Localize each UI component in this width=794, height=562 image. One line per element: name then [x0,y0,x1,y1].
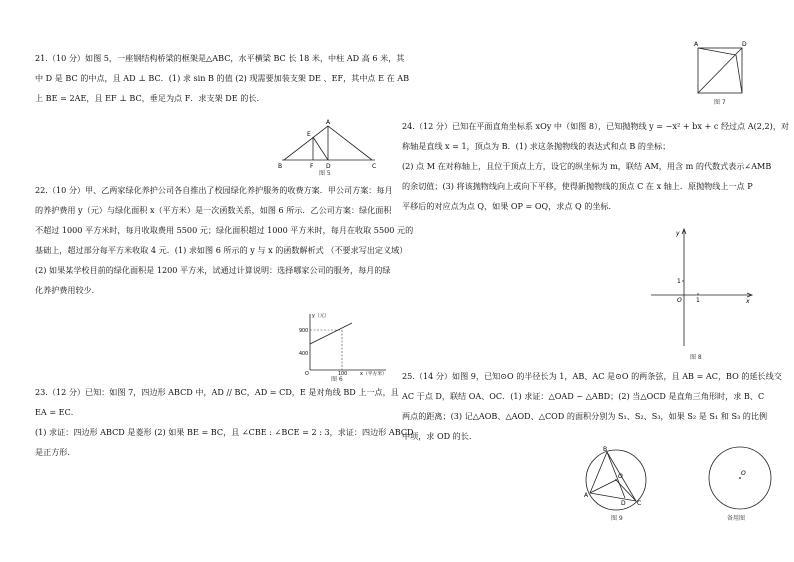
q23-line: 23.（12 分）已知：如图 7，四边形 ABCD 中，AD // BC，AD = CD，E 是对角线 BD 上一点，且 [35,387,399,397]
figure-5 [272,118,384,174]
q25-line: AC 于点 D，联结 OA、OC．(1) 求证：△OAD ∽ △ABD；(2) 当△OCD 是直角三角形时，求 B、C [402,391,765,401]
figure-5-caption: 图 5 [319,170,331,177]
label-x: x [746,298,750,305]
edge-ED [313,137,328,160]
q22-line: 不超过 1000 平方米时，每月收取费用 5500 元；绿化面积超过 1000 平方米时，每月在收取 5500 元的 [35,225,414,235]
y-axis-label: y（元） [312,314,330,319]
label-B: B [603,446,608,453]
q22-line: (2) 如果某学校目前的绿化面积是 1200 平方米，试通过计算说明：选择哪家公司的服务，每月的绿 [35,265,391,275]
question-24 [402,116,789,216]
q22-line: 22.（10 分）甲、乙两家绿化养护公司各自推出了校园绿化养护服务的收费方案．甲公司方案：每月 [35,185,393,195]
label-C: C [637,500,642,507]
question-22 [35,180,413,300]
segment-OA [590,480,616,493]
q23-line: EA = EC． [35,407,79,417]
q24-line: 24.（12 分）已知在平面直角坐标系 xOy 中（如图 8），已知抛物线 y = −x² + bx + c 经过点 A(2,2)，对 [402,121,790,131]
figure-8-caption: 图 8 [690,354,702,361]
label-O: O [677,297,682,304]
spare-figure [702,446,778,514]
x-tick-100: 100 [338,372,348,376]
label-E: E [307,131,311,138]
label-x-1: 1 [696,297,700,304]
label-A: A [326,119,331,126]
q22-line: 的养护费用 y（元）与绿化面积 x（平方米）是一次函数关系，如图 6 所示．乙公司方案：绿化面积 [35,205,392,215]
label-F: F [310,163,314,170]
figure-7 [688,38,758,100]
q25-line: 中项，求 OD 的长. [402,431,472,441]
figure-6 [290,310,390,376]
question-25 [402,366,782,446]
label-D: D [621,500,626,507]
q24-line: 平移后的对应点为点 Q，如果 OP = OQ，求点 Q 的坐标. [402,201,612,211]
y-tick-400: 400 [299,352,309,357]
label-C: C [372,163,377,170]
q21-line: 21.（10 分）如图 5，一座钢结构桥梁的框架是△ABC，水平横梁 BC 长 18 米，中柱 AD 高 6 米，其 [35,53,405,63]
q22-line: 化养护费用较少. [35,285,95,295]
spare-label-O: O [741,470,746,477]
q21-line: 中 D 是 BC 的中点，且 AD ⊥ BC．(1) 求 sin B 的值 (2) 现需要加装支架 DE 、EF，其中点 E 在 AB [35,73,410,83]
q24-line: 称轴是直线 x = 1，顶点为 B．(1) 求这条抛物线的表达式和点 B 的坐标； [402,141,671,151]
q25-line: 两点的距离；(3) 记△AOB、△AOD、△COD 的面积分别为 S₁、S₂、S₃，如果 S₂ 是 S₁ 和 S₃ 的比例 [402,411,768,421]
segment-EC [736,55,742,93]
label-y: y [676,230,680,237]
q23-line: (1) 求证：四边形 ABCD 是菱形 (2) 如果 BE = BC，且 ∠CBE : ∠BCE = 2 : 3，求证：四边形 ABCD [35,427,414,437]
label-A: A [584,492,589,499]
q21-line: 上 BE = 2AE，且 EF ⊥ BC，垂足为点 F．求支架 DE 的长. [35,93,260,103]
label-O: O [618,473,623,480]
question-23 [35,382,414,462]
figure-6-caption: 图 6 [331,376,343,383]
x-axis-label: x（平方米） [360,372,387,376]
figure-9 [578,446,654,514]
label-y-1: 1 [677,278,681,285]
figure-7-caption: 图 7 [714,99,726,106]
edge-AB [284,126,328,160]
q23-line: 是正方形. [35,447,70,457]
chord-AB [590,452,607,493]
spare-center-dot [739,477,741,479]
spare-figure-caption: 备用图 [727,515,746,522]
q24-line: 的余切值；(3) 将该抛物线向上或向下平移，使得新抛物线的顶点 C 在 x 轴上．原抛物线上一点 P [402,181,753,191]
function-line [310,323,352,344]
q24-line: (2) 点 M 在对称轴上，且位于顶点上方，设它的纵坐标为 m，联结 AM，用含 m 的代数式表示∠AMB [402,161,772,171]
figure-9-caption: 图 9 [611,515,623,522]
y-tick-900: 900 [299,329,309,334]
edge-AC [328,126,372,160]
segment-AE [698,48,736,55]
q25-line: 25.（14 分）如图 9，已知⊙O 的半径长为 1，AB、AC 是⊙O 的两条弦，且 AB = AC，BO 的延长线交 [402,371,782,381]
center-dot [615,479,617,481]
figure-8 [648,226,756,350]
label-D: D [742,41,747,48]
label-B: B [278,163,283,170]
label-A: A [694,41,699,48]
origin-label: O [305,372,309,376]
q22-line: 基础上，超过部分每平方米收取 4 元．(1) 求如图 6 所示的 y 与 x 的函数解析式 （不要求写出定义域） [35,245,408,255]
label-D: D [326,163,331,170]
question-21 [35,48,409,108]
